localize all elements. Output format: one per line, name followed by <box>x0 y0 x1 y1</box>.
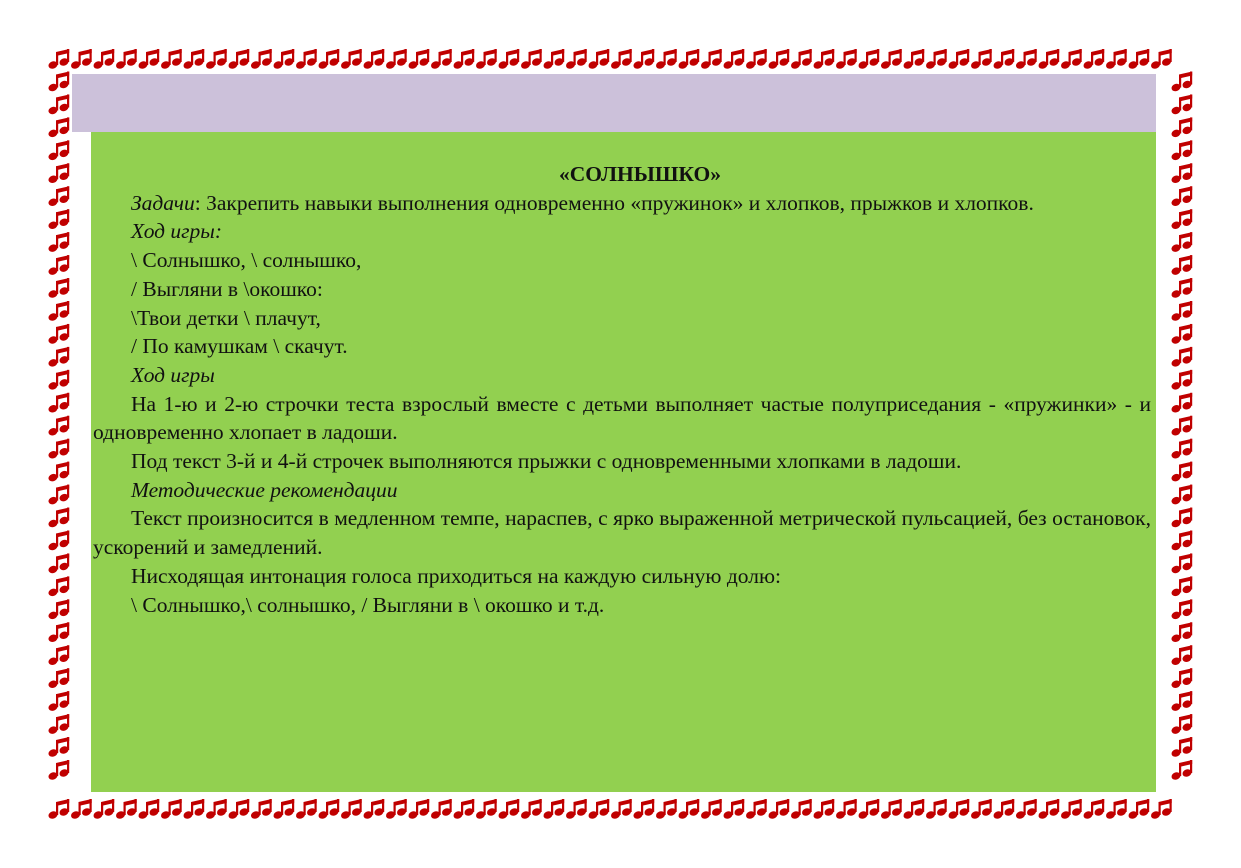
game-course-heading-2: Ход игры <box>131 362 215 387</box>
verse-line: \Твои детки \ плачут, <box>131 305 321 330</box>
paragraph-intonation: Нисходящая интонация голоса приходиться на каждую сильную долю: <box>131 563 782 588</box>
paragraph-jumps: Под текст 3-й и 4-й строчек выполняются прыжки с одновременными хлопками в ладоши. <box>131 449 962 474</box>
method-heading: Методические рекомендации <box>131 477 398 502</box>
tasks-label: Задачи <box>131 190 195 215</box>
verse-line: / По камушкам \ скачут. <box>131 334 348 359</box>
document-body <box>93 160 1151 619</box>
tasks-text: : Закрепить навыки выполнения одновременно «пружинок» и хлопков, прыжков и хлопков. <box>194 190 1034 215</box>
paragraph-springs: На 1-ю и 2-ю строчки теста взрослый вместе с детьми выполняет частые полуприседания - «пружинки» - и одновременно хлопает в ладоши. <box>93 391 1151 445</box>
header-band <box>72 74 1156 132</box>
paragraph-example: \ Солнышко,\ солнышко, / Выгляни в \ окошко и т.д. <box>131 592 605 617</box>
tasks-paragraph <box>93 189 1151 218</box>
verse-line: / Выгляни в \окошко: <box>131 276 323 301</box>
verse-line: \ Солнышко, \ солнышко, <box>131 248 362 273</box>
document-title: «СОЛНЫШКО» <box>559 162 721 186</box>
game-course-heading-1: Ход игры: <box>131 219 223 244</box>
paragraph-tempo: Текст произносится в медленном темпе, нараспев, с ярко выраженной метрической пульсацией, без остановок, ускорений и замедлений. <box>93 506 1151 560</box>
